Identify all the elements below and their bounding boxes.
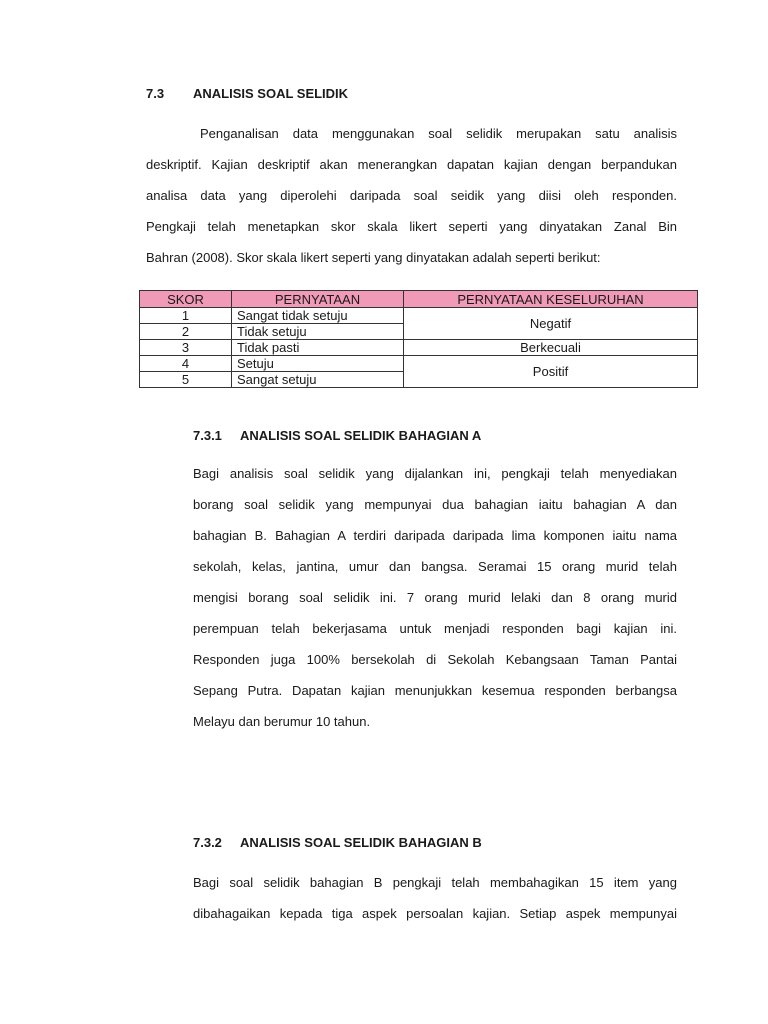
paragraph-line: Bagi soal selidik bahagian B pengkaji telah membahagikan 15 item yang (193, 875, 677, 890)
paragraph-line: perempuan telah bekerjasama untuk menjadi responden bagi kajian ini. (193, 621, 677, 636)
column-header-pernyataan-keseluruhan: PERNYATAAN KESELURUHAN (404, 291, 698, 308)
pernyataan-cell: Sangat setuju (232, 372, 404, 388)
table-row (140, 340, 698, 356)
paragraph-line: Bagi analisis soal selidik yang dijalankan ini, pengkaji telah menyediakan (193, 466, 677, 481)
section-title: ANALISIS SOAL SELIDIK BAHAGIAN A (240, 428, 482, 443)
paragraph-line: Bahran (2008). Skor skala likert seperti yang dinyatakan adalah seperti berikut: (146, 250, 601, 265)
column-header-pernyataan: PERNYATAAN (232, 291, 404, 308)
paragraph-line: Melayu dan berumur 10 tahun. (193, 714, 371, 729)
paragraph-7-3-1 (193, 458, 677, 737)
section-number: 7.3.2 (193, 835, 222, 850)
paragraph-line: Penganalisan data menggunakan soal selidik merupakan satu analisis (200, 126, 677, 141)
overall-cell-berkecuali: Berkecuali (404, 340, 698, 356)
table-row (140, 308, 698, 324)
paragraph-line: Responden juga 100% bersekolah di Sekolah Kebangsaan Taman Pantai (193, 652, 677, 667)
paragraph-line: analisa data yang diperolehi daripada soal seidik yang diisi oleh responden. (146, 188, 677, 203)
overall-cell-positif: Positif (404, 356, 698, 388)
skor-cell: 3 (140, 340, 232, 356)
pernyataan-cell: Setuju (232, 356, 404, 372)
paragraph-line: bahagian B. Bahagian A terdiri daripada daripada lima komponen iaitu nama (193, 528, 677, 543)
table-header-row (140, 291, 698, 308)
paragraph-7-3 (146, 118, 677, 273)
skor-cell: 4 (140, 356, 232, 372)
paragraph-line: sekolah, kelas, jantina, umur dan bangsa. Seramai 15 orang murid telah (193, 559, 677, 574)
pernyataan-cell: Tidak setuju (232, 324, 404, 340)
paragraph-line: mengisi borang soal selidik ini. 7 orang murid lelaki dan 8 orang murid (193, 590, 677, 605)
section-heading-7-3-1 (193, 428, 481, 443)
table-row (140, 356, 698, 372)
paragraph-7-3-2 (193, 867, 677, 929)
column-header-skor: SKOR (140, 291, 232, 308)
overall-cell-negatif: Negatif (404, 308, 698, 340)
paragraph-line: dibahagaikan kepada tiga aspek persoalan kajian. Setiap aspek mempunyai (193, 906, 677, 921)
section-number: 7.3.1 (193, 428, 222, 443)
section-heading-7-3 (146, 86, 348, 101)
paragraph-line: borang soal selidik yang mempunyai dua bahagian iaitu bahagian A dan (193, 497, 677, 512)
section-title: ANALISIS SOAL SELIDIK (193, 86, 349, 101)
section-heading-7-3-2 (193, 835, 482, 850)
likert-scale-table (139, 290, 698, 388)
paragraph-line: Sepang Putra. Dapatan kajian menunjukkan kesemua responden berbangsa (193, 683, 677, 698)
section-title: ANALISIS SOAL SELIDIK BAHAGIAN B (240, 835, 482, 850)
paragraph-line: Pengkaji telah menetapkan skor skala likert seperti yang dinyatakan Zanal Bin (146, 219, 677, 234)
pernyataan-cell: Tidak pasti (232, 340, 404, 356)
skor-cell: 1 (140, 308, 232, 324)
section-number: 7.3 (146, 86, 165, 101)
skor-cell: 2 (140, 324, 232, 340)
paragraph-line: deskriptif. Kajian deskriptif akan menerangkan dapatan kajian dengan berpandukan (146, 157, 677, 172)
pernyataan-cell: Sangat tidak setuju (232, 308, 404, 324)
skor-cell: 5 (140, 372, 232, 388)
